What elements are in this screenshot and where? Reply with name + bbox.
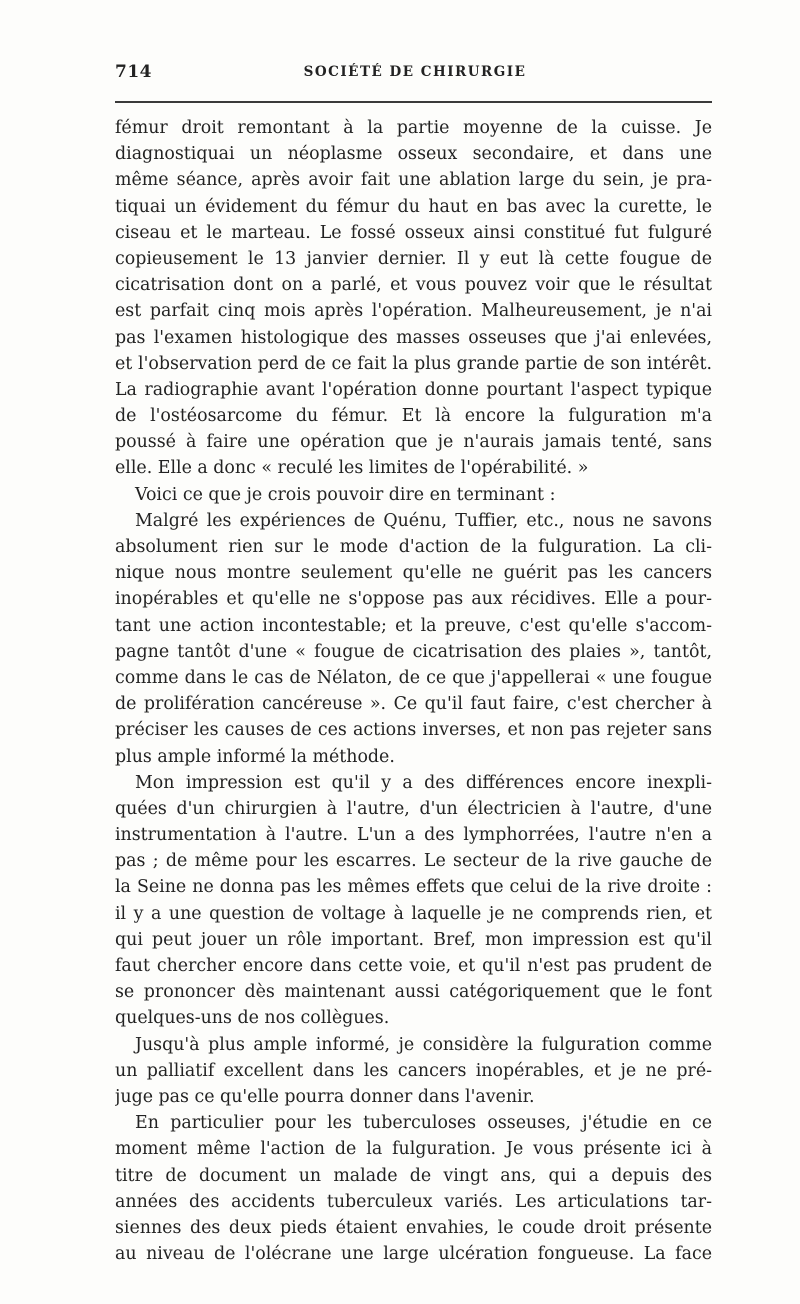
text-line: de prolifération cancéreuse ». Ce qu'il faut faire, c'est chercher à bbox=[115, 694, 712, 715]
text-line: années des accidents tuberculeux variés. Les articulations tar- bbox=[115, 1191, 712, 1212]
text-line: poussé à faire une opération que je n'aurais jamais tenté, sans bbox=[115, 432, 712, 453]
text-line: absolument rien sur le mode d'action de la fulguration. La cli- bbox=[115, 537, 712, 557]
text-line: En particulier pour les tuberculoses osseuses, j'étudie en ce bbox=[135, 1113, 712, 1134]
text-line: nique nous montre seulement qu'elle ne guérit pas les cancers bbox=[115, 563, 712, 584]
text-line: il y a une question de voltage à laquelle je ne comprends rien, et bbox=[115, 903, 712, 924]
text-line: et l'observation perd de ce fait la plus grande partie de son intérêt. bbox=[115, 353, 712, 374]
text-line: Mon impression est qu'il y a des différences encore inexpli- bbox=[135, 772, 712, 793]
text-line: plus ample informé la méthode. bbox=[115, 746, 395, 767]
text-line: la Seine ne donna pas les mêmes effets que celui de la rive droite : bbox=[115, 877, 712, 898]
body-text bbox=[115, 115, 712, 1267]
text-line: faut chercher encore dans cette voie, et qu'il n'est pas prudent de bbox=[115, 956, 712, 976]
text-line: qui peut jouer un rôle important. Bref, mon impression est qu'il bbox=[115, 929, 712, 950]
text-line: tiquai un évidement du fémur du haut en bas avec la curette, le bbox=[115, 196, 712, 217]
text-line: copieusement le 13 janvier dernier. Il y eut là cette fougue de bbox=[115, 248, 712, 269]
text-line: préciser les causes de ces actions inverses, et non pas rejeter sans bbox=[115, 720, 712, 741]
text-line: quées d'un chirurgien à l'autre, d'un électricien à l'autre, d'une bbox=[115, 798, 712, 819]
running-title: SOCIÉTÉ DE CHIRURGIE bbox=[303, 64, 527, 80]
text-line: inopérables et qu'elle ne s'oppose pas aux récidives. Elle a pour- bbox=[115, 589, 712, 610]
text-line: La radiographie avant l'opération donne pourtant l'aspect typique bbox=[115, 379, 712, 400]
text-line: instrumentation à l'autre. L'un a des lymphorrées, l'autre n'en a bbox=[115, 825, 712, 846]
text-line: comme dans le cas de Nélaton, de ce que j'appellerai « une fougue bbox=[115, 667, 712, 688]
text-line: tant une action incontestable; et la preuve, c'est qu'elle s'accom- bbox=[115, 615, 712, 636]
text-line: titre de document un malade de vingt ans, qui a depuis des bbox=[115, 1165, 712, 1186]
text-line: cicatrisation dont on a parlé, et vous pouvez voir que le résultat bbox=[115, 275, 712, 296]
text-line: ciseau et le marteau. Le fossé osseux ainsi constitué fut fulguré bbox=[115, 222, 712, 243]
text-line: siennes des deux pieds étaient envahies, le coude droit présente bbox=[115, 1217, 712, 1238]
text-line: pas l'examen histologique des masses osseuses que j'ai enlevées, bbox=[115, 327, 712, 348]
text-line: fémur droit remontant à la partie moyenne de la cuisse. Je bbox=[115, 118, 712, 138]
text-line: au niveau de l'olécrane une large ulcération fongueuse. La face bbox=[115, 1244, 712, 1265]
text-line: est parfait cinq mois après l'opération. Malheureusement, je n'ai bbox=[115, 301, 712, 322]
text-line: même séance, après avoir fait une ablation large du sein, je pra- bbox=[115, 170, 712, 191]
page-number: 714 bbox=[115, 62, 152, 82]
text-line: se prononcer dès maintenant aussi catégoriquement que le font bbox=[115, 982, 712, 1003]
text-line: moment même l'action de la fulguration. Je vous présente ici à bbox=[115, 1139, 712, 1160]
text-line: elle. Elle a donc « reculé les limites de l'opérabilité. » bbox=[115, 458, 589, 479]
text-line: quelques-uns de nos collègues. bbox=[115, 1008, 390, 1029]
text-line: pas ; de même pour les escarres. Le secteur de la rive gauche de bbox=[115, 851, 712, 872]
text-line: Malgré les expériences de Quénu, Tuffier, etc., nous ne savons bbox=[135, 510, 712, 531]
text-line: un palliatif excellent dans les cancers inopérables, et je ne pré- bbox=[115, 1060, 712, 1081]
text-line: diagnostiquai un néoplasme osseux secondaire, et dans une bbox=[115, 144, 712, 165]
header-rule bbox=[115, 101, 712, 103]
text-line: de l'ostéosarcome du fémur. Et là encore la fulguration m'a bbox=[115, 406, 712, 427]
text-line: pagne tantôt d'une « fougue de cicatrisation des plaies », tantôt, bbox=[115, 641, 712, 662]
text-line: juge pas ce qu'elle pourra donner dans l'avenir. bbox=[115, 1086, 535, 1107]
text-line: Jusqu'à plus ample informé, je considère la fulguration comme bbox=[135, 1034, 712, 1055]
text-line: Voici ce que je crois pouvoir dire en terminant : bbox=[135, 484, 556, 505]
